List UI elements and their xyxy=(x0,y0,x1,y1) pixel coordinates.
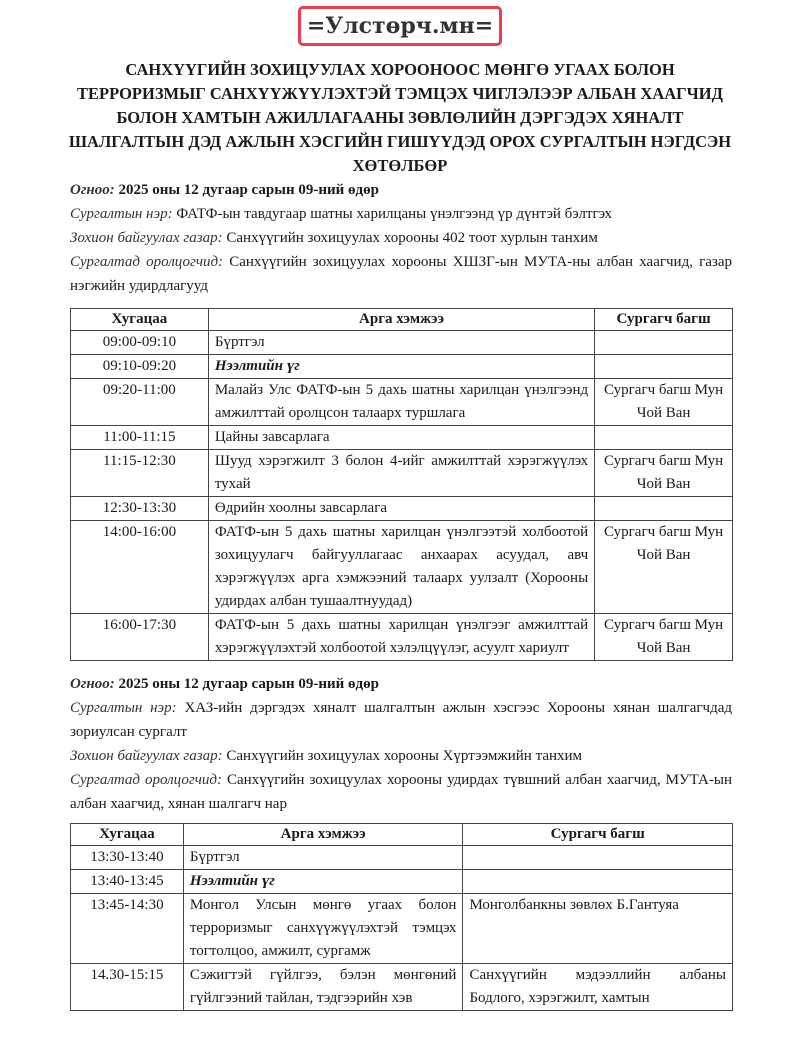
trainer-cell: Сургагч багш Мун Чой Ван xyxy=(595,379,733,426)
session-participants xyxy=(70,768,732,816)
table-row xyxy=(71,614,733,661)
time-cell: 12:30-13:30 xyxy=(71,497,209,521)
activity-cell: ФАТФ-ын 5 дахь шатны харилцан үнэлгээтэй холбоотой зохицуулагч байгууллагаас анхаарах асуудал, авч хэрэгжүүлэх арга хэмжээний талаарх уулзалт (Хорооны удирдах албан тушаалтнуудад) xyxy=(208,521,594,614)
trainer-cell xyxy=(595,355,733,379)
time-cell: 13:30-13:40 xyxy=(71,846,184,870)
trainer-cell: Сургагч багш Мун Чой Ван xyxy=(595,521,733,614)
table-row xyxy=(71,894,733,964)
watermark-text: Улстөрч.мн xyxy=(325,13,475,39)
name-value: ФАТФ-ын тавдугаар шатны харилцаны үнэлгээнд үр дүнтэй бэлтгэх xyxy=(176,206,613,222)
time-cell: 11:00-11:15 xyxy=(71,426,209,450)
schedule-table-2 xyxy=(70,823,733,1011)
date-label: Огноо: xyxy=(70,676,115,692)
header-trainer: Сургагч багш xyxy=(463,824,733,846)
place-value: Санхүүгийн зохицуулах хорооны 402 тоот хурлын танхим xyxy=(226,230,598,246)
date-label: Огноо: xyxy=(70,182,115,198)
activity-cell: Бүртгэл xyxy=(208,331,594,355)
session-date xyxy=(70,178,732,202)
table-header xyxy=(71,824,733,846)
activity-cell: Нээлтийн үг xyxy=(183,870,463,894)
document-title: САНХҮҮГИЙН ЗОХИЦУУЛАХ ХОРООНООС МӨНГӨ УГААХ БОЛОН ТЕРРОРИЗМЫГ САНХҮҮЖҮҮЛЭХТЭЙ ТЭМЦЭХ ЧИГЛЭЛЭЭР АЛБАН ХААГЧИД БОЛОН ХАМТЫН АЖИЛЛАГААНЫ ЗӨВЛӨЛИЙН ДЭРГЭДЭХ ХЯНАЛТ ШАЛГАЛТЫН ДЭД АЖЛЫН ХЭСГИЙН ГИШҮҮДЭД ОРОХ СУРГАЛТЫН НЭГДСЭН ХӨТӨЛБӨР xyxy=(68,60,732,175)
activity-cell: Сэжигтэй гүйлгээ, бэлэн мөнгөний гүйлгээний тайлан, тэдгээрийн хэв xyxy=(183,964,463,1011)
activity-cell: Нээлтийн үг xyxy=(208,355,594,379)
time-cell: 16:00-17:30 xyxy=(71,614,209,661)
header-activity: Арга хэмжээ xyxy=(183,824,463,846)
session-date xyxy=(70,672,732,696)
participants-label: Сургалтад оролцогчид: xyxy=(70,772,222,788)
trainer-cell xyxy=(463,870,733,894)
date-value: 2025 оны 12 дугаар сарын 09-ний өдөр xyxy=(118,676,379,692)
table-row xyxy=(71,379,733,426)
time-cell: 14.30-15:15 xyxy=(71,964,184,1011)
time-cell: 09:10-09:20 xyxy=(71,355,209,379)
activity-cell: Өдрийн хоолны завсарлага xyxy=(208,497,594,521)
table-row xyxy=(71,964,733,1011)
time-cell: 13:40-13:45 xyxy=(71,870,184,894)
session-name xyxy=(70,202,732,226)
header-time: Хугацаа xyxy=(71,824,184,846)
place-value: Санхүүгийн зохицуулах хорооны Хүртээмжийн танхим xyxy=(226,748,583,764)
activity-cell: Монгол Улсын мөнгө угаах болон терроризмыг санхүүжүүлэхтэй тэмцэх тогтолцоо, амжилт, сургамж xyxy=(183,894,463,964)
schedule-table-1 xyxy=(70,308,733,661)
table-row xyxy=(71,870,733,894)
table-row xyxy=(71,331,733,355)
activity-cell: Цайны завсарлага xyxy=(208,426,594,450)
table-row xyxy=(71,450,733,497)
watermark-logo: = Улстөрч.мн = xyxy=(298,6,502,46)
session-place xyxy=(70,226,732,250)
header-time: Хугацаа xyxy=(71,309,209,331)
time-cell: 11:15-12:30 xyxy=(71,450,209,497)
time-cell: 14:00-16:00 xyxy=(71,521,209,614)
table-header xyxy=(71,309,733,331)
time-cell: 13:45-14:30 xyxy=(71,894,184,964)
name-label: Сургалтын нэр: xyxy=(70,206,173,222)
table-row xyxy=(71,846,733,870)
participants-label: Сургалтад оролцогчид: xyxy=(70,254,224,270)
session-place xyxy=(70,744,732,768)
header-trainer: Сургагч багш xyxy=(595,309,733,331)
participants-value: Санхүүгийн зохицуулах хорооны ХШЗГ-ын МУТА-ны албан хаагчид, газар нэгжийн удирдлагууд xyxy=(70,254,733,294)
activity-cell: Малайз Улс ФАТФ-ын 5 дахь шатны харилцан үнэлгээнд амжилттай оролцсон талаарх туршлага xyxy=(208,379,594,426)
table-row xyxy=(71,355,733,379)
time-cell: 09:00-09:10 xyxy=(71,331,209,355)
time-cell: 09:20-11:00 xyxy=(71,379,209,426)
name-value: ХАЗ-ийн дэргэдэх хяналт шалгалтын ажлын хэсгээс Хорооны хянан шалгагчдад зориулсан сургалт xyxy=(70,700,732,740)
trainer-cell xyxy=(595,426,733,450)
activity-cell: Бүртгэл xyxy=(183,846,463,870)
session-1-info xyxy=(70,178,732,298)
place-label: Зохион байгуулах газар: xyxy=(70,748,223,764)
trainer-cell: Монголбанкны зөвлөх Б.Гантуяа xyxy=(463,894,733,964)
name-label: Сургалтын нэр: xyxy=(70,700,177,716)
header-activity: Арга хэмжээ xyxy=(208,309,594,331)
table-row xyxy=(71,497,733,521)
session-2-info xyxy=(70,672,732,816)
table-row xyxy=(71,426,733,450)
trainer-cell: Сургагч багш Мун Чой Ван xyxy=(595,450,733,497)
trainer-cell: Санхүүгийн мэдээллийн албаны Бодлого, хэрэгжилт, хамтын xyxy=(463,964,733,1011)
place-label: Зохион байгуулах газар: xyxy=(70,230,223,246)
trainer-cell xyxy=(595,331,733,355)
table-row xyxy=(71,521,733,614)
session-name xyxy=(70,696,732,744)
activity-cell: Шууд хэрэгжилт 3 болон 4-ийг амжилттай хэрэгжүүлэх тухай xyxy=(208,450,594,497)
trainer-cell xyxy=(463,846,733,870)
participants-value: Санхүүгийн зохицуулах хорооны удирдах түвшний албан хаагчид, МУТА-ын албан хаагчид, хянан шалгагч нар xyxy=(70,772,732,812)
trainer-cell: Сургагч багш Мун Чой Ван xyxy=(595,614,733,661)
trainer-cell xyxy=(595,497,733,521)
session-participants xyxy=(70,250,732,298)
activity-cell: ФАТФ-ын 5 дахь шатны харилцан үнэлгээг амжилттай хэрэгжүүлэхтэй холбоотой хэлэлцүүлэг, асуулт хариулт xyxy=(208,614,594,661)
date-value: 2025 оны 12 дугаар сарын 09-ний өдөр xyxy=(118,182,379,198)
